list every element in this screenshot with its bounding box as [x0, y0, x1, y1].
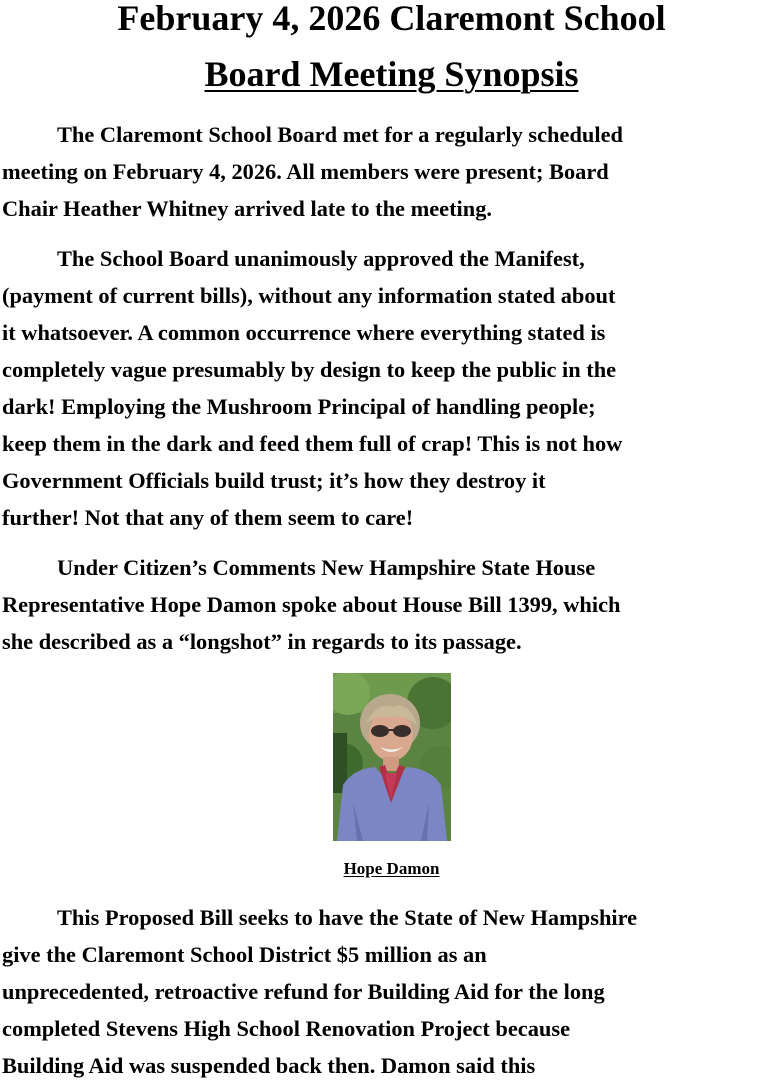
paragraph-line: The Claremont School Board met for a regularly scheduled [57, 122, 623, 147]
paragraph-line: Chair Heather Whitney arrived late to the meeting. [2, 196, 493, 221]
paragraph-meeting-summary [2, 116, 783, 227]
paragraph-line: unprecedented, retroactive refund for Building Aid for the long [2, 979, 605, 1004]
paragraph-citizen-comments [2, 549, 783, 660]
hope-damon-photo [333, 673, 451, 841]
paragraph-line: (payment of current bills), without any information stated about [2, 283, 616, 308]
paragraph-line: Government Officials build trust; it’s how they destroy it [2, 468, 546, 493]
paragraph-proposed-bill [2, 899, 783, 1084]
paragraph-line: meeting on February 4, 2026. All members were present; Board [2, 159, 609, 184]
page-subtitle: Board Meeting Synopsis [204, 54, 579, 94]
paragraph-line: it whatsoever. A common occurrence where everything stated is [2, 320, 606, 345]
paragraph-line: Under Citizen’s Comments New Hampshire State House [57, 555, 596, 580]
paragraph-line: dark! Employing the Mushroom Principal of handling people; [2, 394, 596, 419]
paragraph-line: further! Not that any of them seem to care! [2, 505, 414, 530]
paragraph-line: give the Claremont School District $5 million as an [2, 942, 487, 967]
paragraph-manifest [2, 240, 783, 536]
paragraph-line: This Proposed Bill seeks to have the State of New Hampshire [57, 905, 638, 930]
paragraph-line: completed Stevens High School Renovation Project because [2, 1016, 571, 1041]
paragraph-line: she described as a “longshot” in regards to its passage. [2, 629, 522, 654]
page-title: February 4, 2026 Claremont School [117, 0, 666, 38]
paragraph-line: Building Aid was suspended back then. Damon said this [2, 1053, 536, 1078]
paragraph-line: The School Board unanimously approved the Manifest, [57, 246, 585, 271]
paragraph-line: keep them in the dark and feed them full of crap! This is not how [2, 431, 623, 456]
paragraph-line: completely vague presumably by design to keep the public in the [2, 357, 617, 382]
photo-caption: Hope Damon [343, 859, 440, 878]
paragraph-line: Representative Hope Damon spoke about House Bill 1399, which [2, 592, 621, 617]
